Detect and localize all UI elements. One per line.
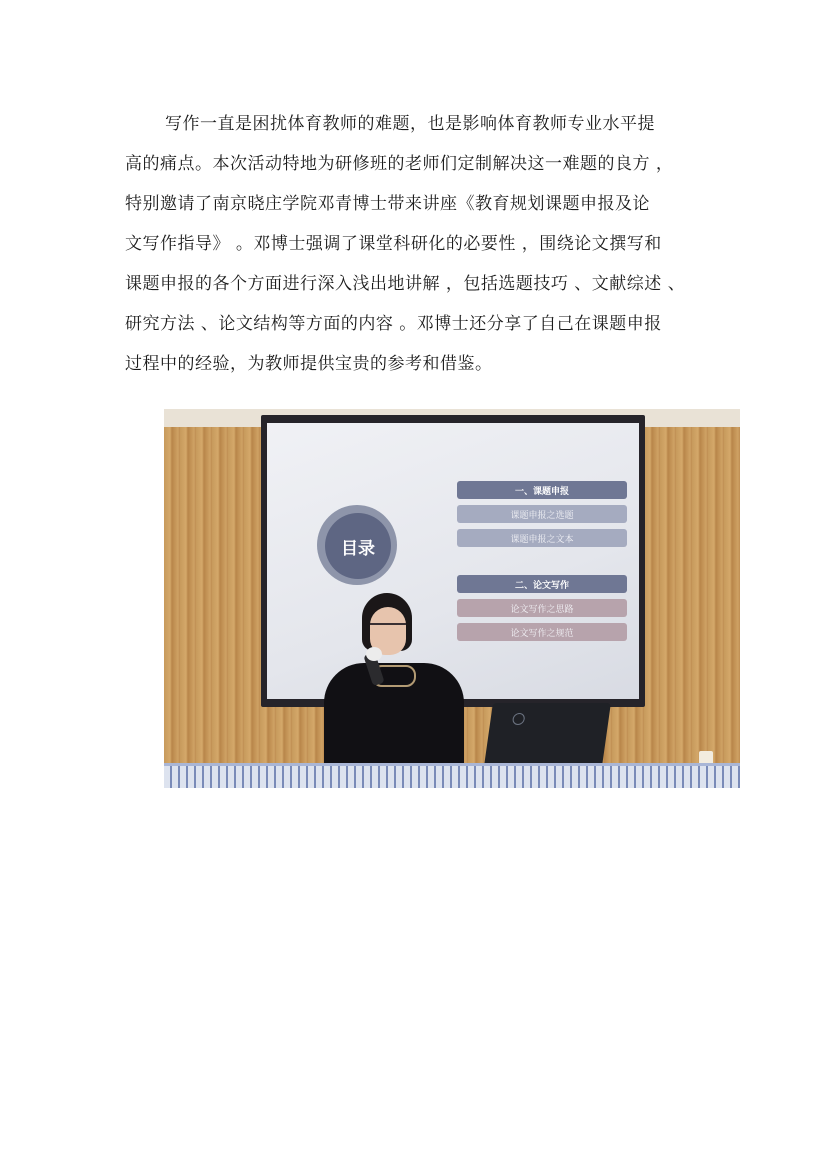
paragraph-line: 过程中的经验，为教师提供宝贵的参考和借鉴。 bbox=[125, 354, 493, 374]
desk bbox=[164, 763, 740, 788]
paragraph-line: 写作一直是困扰体育教师的难题，也是影响体育教师专业水平提 bbox=[165, 114, 655, 134]
slide-menu-item: 二、论文写作 bbox=[457, 575, 627, 593]
slide-menu-item: 一、课题申报 bbox=[457, 481, 627, 499]
speaker bbox=[324, 593, 464, 788]
slide-menu-item: 论文写作之规范 bbox=[457, 623, 627, 641]
microphone-head bbox=[366, 647, 382, 661]
article-paragraph bbox=[125, 104, 705, 384]
slide-menu-item: 课题申报之文本 bbox=[457, 529, 627, 547]
paragraph-line: 研究方法 、论文结构等方面的内容 。邓博士还分享了自己在课题申报 bbox=[125, 314, 662, 334]
glasses-icon bbox=[370, 623, 406, 635]
laptop-logo-icon bbox=[512, 713, 526, 725]
paragraph-line: 特别邀请了南京晓庄学院邓青博士带来讲座《教育规划课题申报及论 bbox=[125, 194, 650, 214]
lecture-photo bbox=[164, 409, 740, 788]
slide-menu-item: 论文写作之思路 bbox=[457, 599, 627, 617]
paragraph-line: 高的痛点。本次活动特地为研修班的老师们定制解决这一难题的良方 ， bbox=[125, 154, 674, 174]
slide-menu-item: 课题申报之选题 bbox=[457, 505, 627, 523]
paragraph-line: 课题申报的各个方面进行深入浅出地讲解 ，包括选题技巧 、文献综述 、 bbox=[125, 274, 686, 294]
paragraph-line: 文写作指导》 。邓博士强调了课堂科研化的必要性 ，围绕论文撰写和 bbox=[125, 234, 662, 254]
slide-bubble: 目录 bbox=[325, 513, 391, 579]
